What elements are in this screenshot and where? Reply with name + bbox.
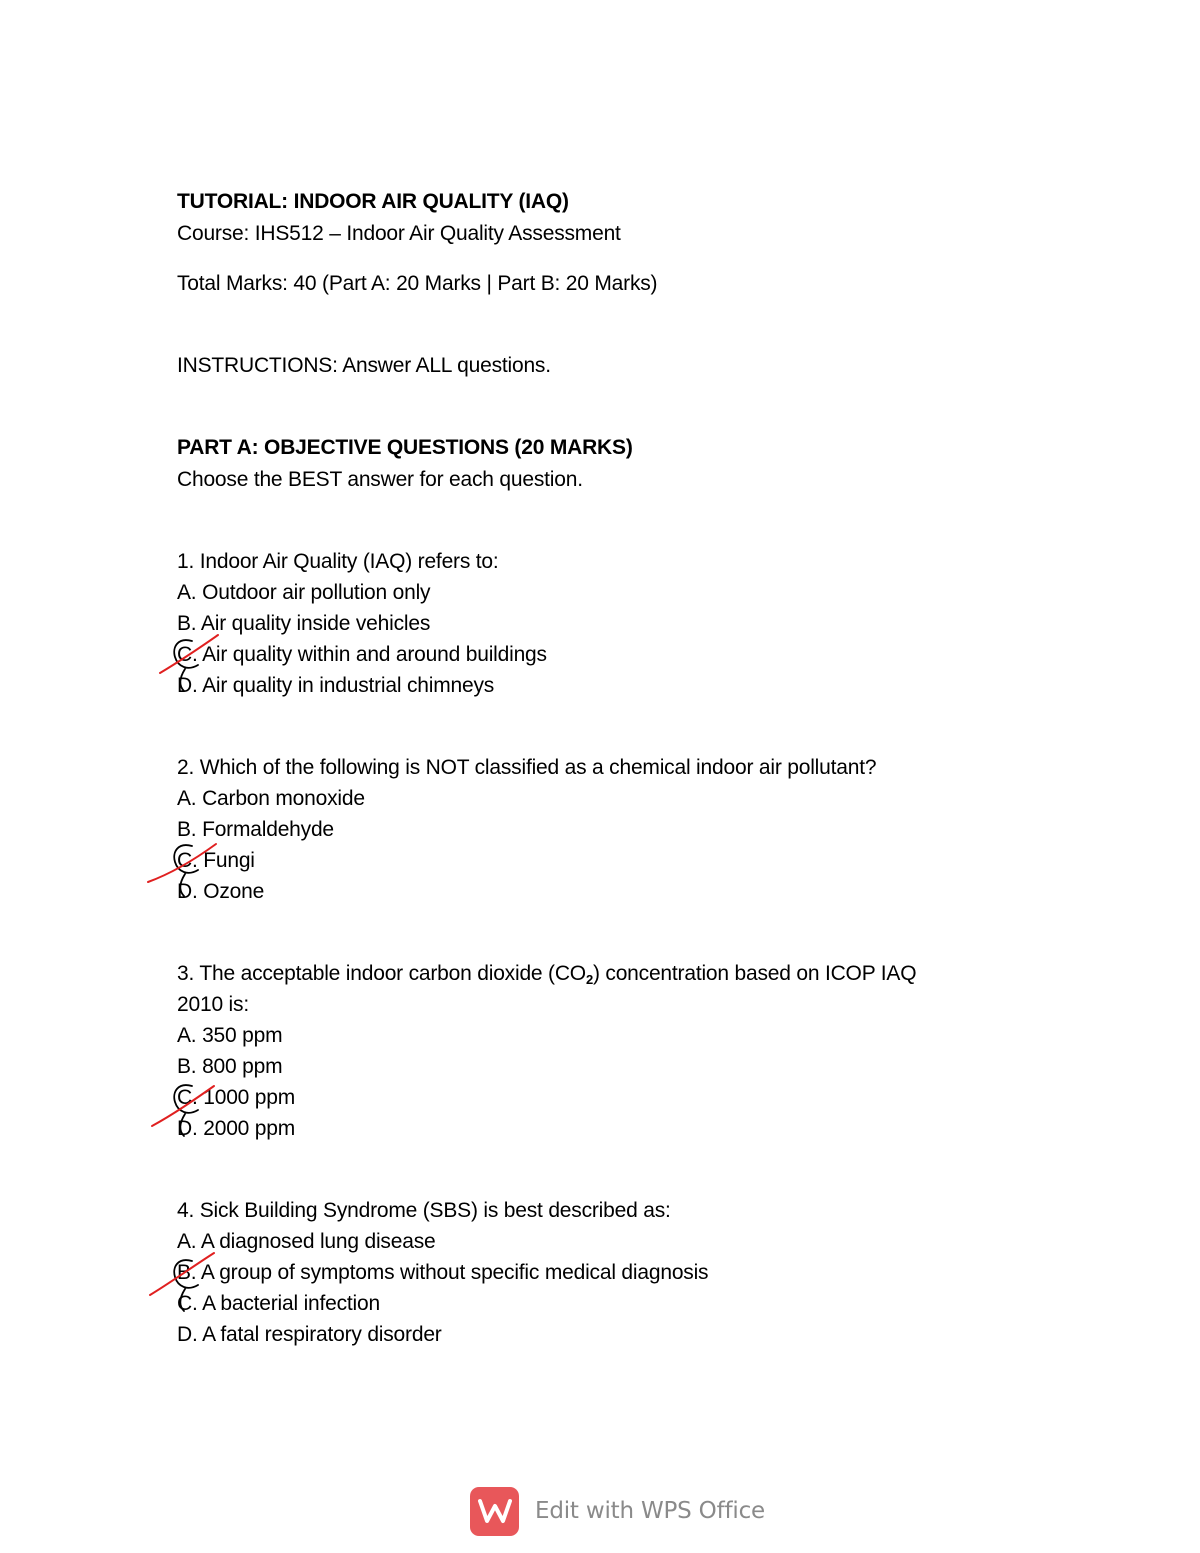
option-d: D. A fatal respiratory disorder: [177, 1323, 442, 1346]
question-stem: 4. Sick Building Syndrome (SBS) is best described as:: [177, 1199, 671, 1222]
option-d: D. Ozone: [177, 880, 265, 903]
option-b: B. A group of symptoms without specific medical diagnosis: [177, 1261, 709, 1284]
option-a: A. Carbon monoxide: [177, 787, 365, 810]
wps-edit-banner[interactable]: [470, 1486, 765, 1536]
option-d: D. 2000 ppm: [177, 1117, 296, 1140]
option-c: C. 1000 ppm: [177, 1086, 296, 1109]
part-a-heading: PART A: OBJECTIVE QUESTIONS (20 MARKS): [177, 436, 633, 459]
total-marks-line: Total Marks: 40 (Part A: 20 Marks | Part B: 20 Marks): [177, 272, 658, 295]
option-a: A. Outdoor air pollution only: [177, 581, 431, 604]
question-stem: 2. Which of the following is NOT classified as a chemical indoor air pollutant?: [177, 756, 877, 779]
option-b: B. 800 ppm: [177, 1055, 283, 1078]
course-line: Course: IHS512 – Indoor Air Quality Assessment: [177, 222, 621, 245]
stem-part-1: 3. The acceptable indoor carbon dioxide (CO: [177, 962, 586, 985]
option-b: B. Formaldehyde: [177, 818, 334, 841]
option-c: C. Fungi: [177, 849, 255, 872]
question-stem: [177, 960, 916, 988]
wps-w-logo-icon: [470, 1487, 519, 1536]
option-a: A. 350 ppm: [177, 1024, 283, 1047]
option-c: C. A bacterial infection: [177, 1292, 380, 1315]
option-b: B. Air quality inside vehicles: [177, 612, 431, 635]
instructions-line: INSTRUCTIONS: Answer ALL questions.: [177, 354, 551, 377]
stem-part-2: ) concentration based on ICOP IAQ: [592, 962, 917, 985]
question-stem-line-2: 2010 is:: [177, 993, 249, 1016]
document-title: TUTORIAL: INDOOR AIR QUALITY (IAQ): [177, 190, 569, 213]
option-c: C. Air quality within and around buildings: [177, 643, 547, 666]
wps-edit-label: Edit with WPS Office: [535, 1498, 765, 1524]
option-d: D. Air quality in industrial chimneys: [177, 674, 495, 697]
co2-subscript: 2: [585, 972, 593, 987]
question-stem: 1. Indoor Air Quality (IAQ) refers to:: [177, 550, 499, 573]
option-a: A. A diagnosed lung disease: [177, 1230, 436, 1253]
part-a-subheading: Choose the BEST answer for each question.: [177, 468, 583, 491]
